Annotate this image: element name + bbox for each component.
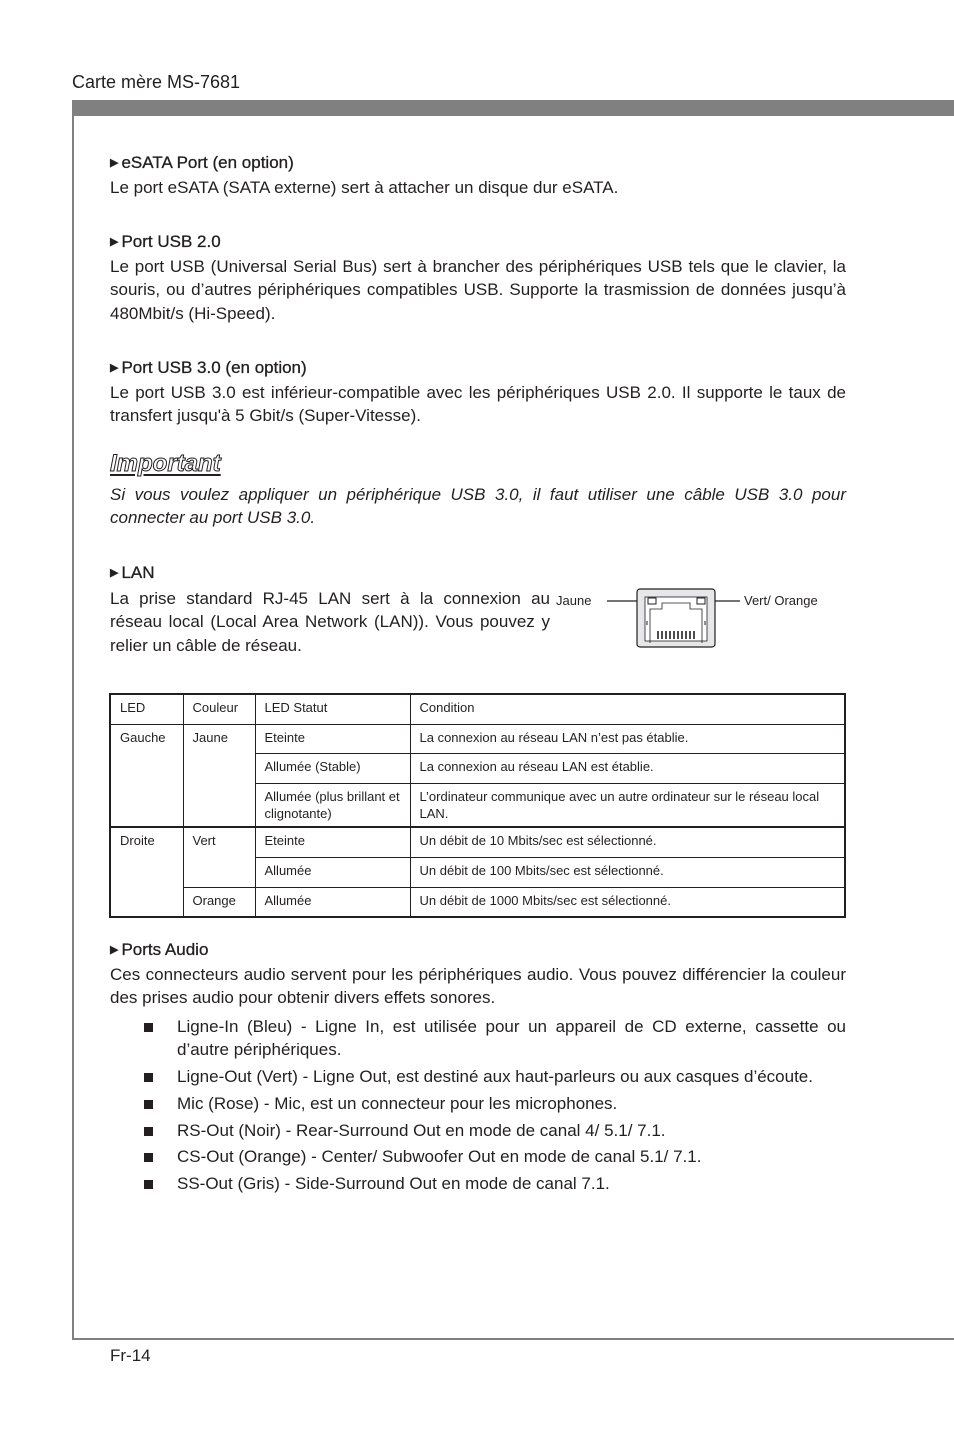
- lan-label-right: Vert/ Orange: [744, 593, 818, 608]
- lan-heading-text: LAN: [121, 563, 155, 582]
- bullet-triangle-icon: ▶: [110, 362, 119, 374]
- table-cell-statut: Allumée: [255, 887, 410, 917]
- esata-heading-text: eSATA Port (en option): [121, 153, 294, 172]
- square-bullet-icon: [144, 1180, 153, 1189]
- audio-text: Ces connecteurs audio servent pour les périphériques audio. Vous pouvez différencier la couleur des prises audio pour obtenir divers effets sonores.: [110, 965, 846, 1008]
- table-cell-condition: Un débit de 100 Mbits/sec est sélectionné.: [410, 857, 845, 887]
- square-bullet-icon: [144, 1127, 153, 1136]
- square-bullet-icon: [144, 1100, 153, 1109]
- lan-text: La prise standard RJ-45 LAN sert à la connexion au réseau local (Local Area Network (LAN)). Vous pouvez y relier un câble de réseau.: [110, 589, 550, 655]
- table-cell-condition: L’ordinateur communique avec un autre ordinateur sur le réseau local LAN.: [410, 783, 845, 827]
- table-header-cell: Condition: [410, 694, 845, 724]
- important-title: Important: [110, 450, 221, 477]
- frame-top-bar: [72, 100, 954, 116]
- audio-heading-text: Ports Audio: [121, 940, 209, 959]
- usb3-heading-text: Port USB 3.0 (en option): [121, 358, 307, 377]
- lan-label-left: Jaune: [556, 593, 592, 608]
- table-cell-statut: Allumée (plus brillant et clignotante): [255, 783, 410, 827]
- table-header-cell: LED: [110, 694, 183, 724]
- square-bullet-icon: [144, 1073, 153, 1082]
- esata-heading: [110, 153, 846, 173]
- usb2-heading: [110, 232, 846, 252]
- table-header-cell: Couleur: [183, 694, 255, 724]
- table-cell-statut: Eteinte: [255, 827, 410, 857]
- usb2-heading-text: Port USB 2.0: [121, 232, 221, 251]
- table-cell-condition: La connexion au réseau LAN est établie.: [410, 753, 845, 783]
- important-text: Si vous voulez appliquer un périphérique USB 3.0, il faut utiliser une câble USB 3.0 pour connecter au port USB 3.0.: [110, 485, 846, 528]
- table-row: [110, 887, 845, 917]
- list-item-text: Mic (Rose) - Mic, est un connecteur pour les microphones.: [177, 1093, 618, 1113]
- square-bullet-icon: [144, 1153, 153, 1162]
- list-item-text: Ligne-In (Bleu) - Ligne In, est utilisée pour un appareil de CD externe, cassette ou d’autre périphériques.: [177, 1017, 846, 1060]
- table-header-cell: LED Statut: [255, 694, 410, 724]
- rj45-port-icon: [600, 585, 745, 651]
- esata-section: [110, 153, 846, 199]
- table-cell-color-vert: Vert: [183, 827, 255, 887]
- audio-section: [110, 940, 846, 1010]
- list-item-text: CS-Out (Orange) - Center/ Subwoofer Out en mode de canal 5.1/ 7.1.: [177, 1147, 702, 1167]
- page-header-title: Carte mère MS-7681: [72, 72, 241, 92]
- list-item: [110, 1092, 846, 1115]
- table-cell-condition: Un débit de 1000 Mbits/sec est sélectionné.: [410, 887, 845, 917]
- list-item: [110, 1119, 846, 1142]
- frame-bottom-rule: [72, 1338, 954, 1340]
- table-cell-statut: Eteinte: [255, 724, 410, 753]
- list-item: [110, 1172, 846, 1195]
- table-cell-led-right: Droite: [110, 827, 183, 917]
- list-item-text: SS-Out (Gris) - Side-Surround Out en mode de canal 7.1.: [177, 1174, 610, 1194]
- bullet-triangle-icon: ▶: [110, 236, 119, 248]
- usb2-section: [110, 232, 846, 325]
- led-status-table: [109, 693, 846, 918]
- frame-left-rule: [72, 100, 74, 1340]
- square-bullet-icon: [144, 1023, 153, 1032]
- usb3-text: Le port USB 3.0 est inférieur-compatible avec les périphériques USB 2.0. Il supporte le taux de transfert jusqu'à 5 Gbit/s (Super-Vitesse).: [110, 383, 846, 426]
- usb2-text: Le port USB (Universal Serial Bus) sert à brancher des périphériques USB tels que le clavier, la souris, ou d’autres périphériques compatibles USB. Supporte la trasmission de données jusqu’à 480Mbit/s (Hi-Speed).: [110, 257, 846, 323]
- table-cell-condition: Un débit de 10 Mbits/sec est sélectionné.: [410, 827, 845, 857]
- important-note: [110, 450, 846, 530]
- table-cell-led-left: Gauche: [110, 724, 183, 827]
- page-number: Fr-14: [110, 1346, 151, 1365]
- lan-heading: [110, 563, 846, 583]
- esata-text: Le port eSATA (SATA externe) sert à attacher un disque dur eSATA.: [110, 178, 619, 197]
- table-row: [110, 724, 845, 753]
- usb3-heading: [110, 358, 846, 378]
- list-item-text: Ligne-Out (Vert) - Ligne Out, est destiné aux haut-parleurs ou aux casques d’écoute.: [177, 1067, 813, 1087]
- bullet-triangle-icon: ▶: [110, 567, 119, 579]
- table-header-row: [110, 694, 845, 724]
- list-item: [110, 1065, 846, 1088]
- usb3-section: [110, 358, 846, 428]
- list-item-text: RS-Out (Noir) - Rear-Surround Out en mode de canal 4/ 5.1/ 7.1.: [177, 1120, 666, 1140]
- bullet-triangle-icon: ▶: [110, 944, 119, 956]
- audio-heading: [110, 940, 846, 960]
- table-cell-color-orange: Orange: [183, 887, 255, 917]
- table-cell-statut: Allumée: [255, 857, 410, 887]
- table-cell-color-jaune: Jaune: [183, 724, 255, 827]
- list-item: [110, 1145, 846, 1168]
- list-item: [110, 1015, 846, 1062]
- bullet-triangle-icon: ▶: [110, 157, 119, 169]
- table-cell-statut: Allumée (Stable): [255, 753, 410, 783]
- important-text-body: Si vous voulez appliquer un périphérique USB 3.0, il faut utiliser une câble USB 3.0 pour connecter au port USB 3.0: [110, 485, 846, 528]
- table-row: [110, 827, 845, 857]
- audio-bullet-list: [110, 1015, 846, 1199]
- table-cell-condition: La connexion au réseau LAN n’est pas établie.: [410, 724, 845, 753]
